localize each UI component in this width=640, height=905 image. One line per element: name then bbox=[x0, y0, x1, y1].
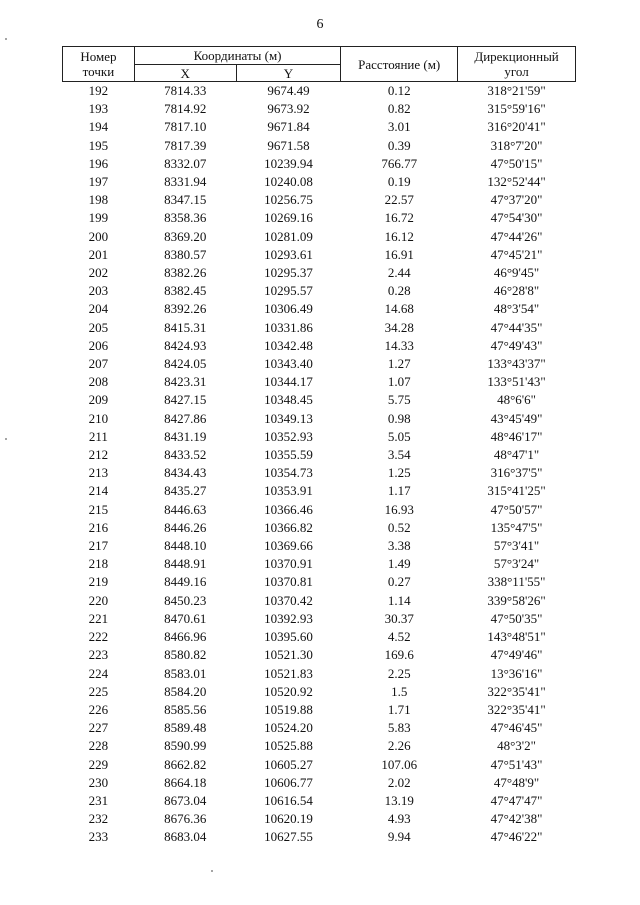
header-y: Y bbox=[236, 65, 341, 82]
distance-cell: 30.37 bbox=[384, 610, 414, 626]
y-cell: 10269.16 bbox=[264, 210, 313, 226]
x-cell: 8434.43 bbox=[164, 465, 207, 481]
bearing-cell: 47°37'20" bbox=[490, 192, 543, 208]
table-row bbox=[63, 756, 576, 774]
distance-cell: 0.28 bbox=[387, 283, 411, 299]
bearing-cell: 48°46'17" bbox=[490, 428, 543, 444]
table-row bbox=[63, 137, 576, 155]
table-row bbox=[63, 319, 576, 337]
y-cell: 10353.91 bbox=[264, 483, 313, 499]
y-cell: 10370.81 bbox=[264, 574, 313, 590]
x-cell: 7817.39 bbox=[164, 137, 207, 153]
x-cell: 8583.01 bbox=[164, 665, 207, 681]
point-number-cell: 198 bbox=[88, 192, 109, 208]
point-number-cell: 218 bbox=[88, 556, 109, 572]
y-cell: 10355.59 bbox=[264, 447, 313, 463]
bearing-cell: 316°37'5" bbox=[490, 465, 543, 481]
bearing-cell: 13°36'16" bbox=[490, 665, 543, 681]
x-cell: 8662.82 bbox=[164, 756, 207, 772]
bearing-cell: 47°42'38" bbox=[490, 811, 543, 827]
header-bearing-line1: Дирекционный bbox=[474, 49, 559, 64]
x-cell: 8673.04 bbox=[164, 792, 207, 808]
y-cell: 10354.73 bbox=[264, 465, 313, 481]
bearing-cell: 47°49'46" bbox=[490, 647, 543, 663]
header-x: X bbox=[134, 65, 236, 82]
bearing-cell: 132°52'44" bbox=[487, 174, 546, 190]
distance-cell: 2.25 bbox=[387, 665, 411, 681]
bearing-cell: 135°47'5" bbox=[490, 519, 543, 535]
header-point-number bbox=[63, 47, 135, 82]
y-cell: 10616.54 bbox=[264, 792, 313, 808]
bearing-cell: 57°3'24" bbox=[493, 556, 540, 572]
bearing-cell: 322°35'41" bbox=[487, 683, 546, 699]
bearing-cell: 322°35'41" bbox=[487, 701, 546, 717]
table-row bbox=[63, 628, 576, 646]
point-number-cell: 206 bbox=[88, 337, 109, 353]
x-cell: 8423.31 bbox=[164, 374, 207, 390]
distance-cell: 1.25 bbox=[387, 465, 411, 481]
y-cell: 10392.93 bbox=[264, 610, 313, 626]
distance-cell: 1.17 bbox=[387, 483, 411, 499]
table-row bbox=[63, 683, 576, 701]
point-number-cell: 219 bbox=[88, 574, 109, 590]
x-cell: 8589.48 bbox=[164, 720, 207, 736]
bearing-cell: 338°11'55" bbox=[487, 574, 546, 590]
distance-cell: 0.82 bbox=[387, 101, 411, 117]
y-cell: 10627.55 bbox=[264, 829, 313, 845]
x-cell: 8433.52 bbox=[164, 447, 207, 463]
y-cell: 10344.17 bbox=[264, 374, 313, 390]
y-cell: 10239.94 bbox=[264, 155, 313, 171]
point-number-cell: 196 bbox=[88, 155, 109, 171]
table-row bbox=[63, 82, 576, 101]
y-cell: 9671.84 bbox=[267, 119, 310, 135]
x-cell: 8466.96 bbox=[164, 629, 207, 645]
x-cell: 8369.20 bbox=[164, 228, 207, 244]
table-row bbox=[63, 464, 576, 482]
point-number-cell: 233 bbox=[88, 829, 109, 845]
y-cell: 10295.37 bbox=[264, 265, 313, 281]
point-number-cell: 207 bbox=[88, 356, 109, 372]
x-cell: 8392.26 bbox=[164, 301, 207, 317]
bearing-cell: 315°41'25" bbox=[487, 483, 546, 499]
distance-cell: 34.28 bbox=[384, 319, 414, 335]
distance-cell: 3.54 bbox=[387, 447, 411, 463]
header-coordinates: Координаты (м) bbox=[134, 47, 340, 65]
distance-cell: 16.93 bbox=[384, 501, 414, 517]
point-number-cell: 194 bbox=[88, 119, 109, 135]
point-number-cell: 211 bbox=[88, 428, 108, 444]
point-number-cell: 230 bbox=[88, 774, 109, 790]
y-cell: 9671.58 bbox=[267, 137, 310, 153]
bearing-cell: 47°54'30" bbox=[490, 210, 543, 226]
table-row bbox=[63, 610, 576, 628]
x-cell: 8347.15 bbox=[164, 192, 207, 208]
y-cell: 10519.88 bbox=[264, 701, 313, 717]
point-number-cell: 199 bbox=[88, 210, 109, 226]
point-number-cell: 231 bbox=[88, 792, 109, 808]
distance-cell: 0.27 bbox=[387, 574, 411, 590]
distance-cell: 2.44 bbox=[387, 265, 411, 281]
y-cell: 9674.49 bbox=[267, 83, 310, 98]
distance-cell: 5.75 bbox=[387, 392, 411, 408]
table-row bbox=[63, 300, 576, 318]
distance-cell: 2.02 bbox=[387, 774, 411, 790]
bearing-cell: 48°6'6" bbox=[497, 392, 536, 408]
x-cell: 8424.05 bbox=[164, 356, 207, 372]
distance-cell: 1.14 bbox=[387, 592, 411, 608]
y-cell: 10605.27 bbox=[264, 756, 313, 772]
table-row bbox=[63, 100, 576, 118]
point-number-cell: 208 bbox=[88, 374, 109, 390]
distance-cell: 1.71 bbox=[387, 701, 411, 717]
table-row bbox=[63, 646, 576, 664]
y-cell: 10295.57 bbox=[264, 283, 313, 299]
point-number-cell: 210 bbox=[88, 410, 109, 426]
bearing-cell: 47°44'26" bbox=[490, 228, 543, 244]
coordinates-table bbox=[62, 46, 576, 847]
table-row bbox=[63, 446, 576, 464]
x-cell: 8450.23 bbox=[164, 592, 207, 608]
bearing-cell: 47°45'21" bbox=[490, 246, 543, 262]
y-cell: 10370.42 bbox=[264, 592, 313, 608]
table-row bbox=[63, 719, 576, 737]
table-header bbox=[63, 47, 576, 82]
y-cell: 10395.60 bbox=[264, 629, 313, 645]
point-number-cell: 195 bbox=[88, 137, 109, 153]
distance-cell: 1.27 bbox=[387, 356, 411, 372]
point-number-cell: 228 bbox=[88, 738, 109, 754]
point-number-cell: 212 bbox=[88, 447, 109, 463]
x-cell: 8585.56 bbox=[164, 701, 207, 717]
x-cell: 8435.27 bbox=[164, 483, 207, 499]
distance-cell: 13.19 bbox=[384, 792, 414, 808]
point-number-cell: 226 bbox=[88, 701, 109, 717]
y-cell: 10293.61 bbox=[264, 246, 313, 262]
table-row bbox=[63, 519, 576, 537]
point-number-cell: 203 bbox=[88, 283, 109, 299]
point-number-cell: 193 bbox=[88, 101, 109, 117]
header-point-number-line2: точки bbox=[82, 64, 115, 79]
table-row bbox=[63, 282, 576, 300]
bearing-cell: 318°21'59" bbox=[487, 83, 546, 98]
distance-cell: 16.91 bbox=[384, 246, 414, 262]
point-number-cell: 217 bbox=[88, 538, 109, 554]
distance-cell: 16.72 bbox=[384, 210, 414, 226]
bearing-cell: 47°50'57" bbox=[490, 501, 543, 517]
header-bearing bbox=[458, 47, 576, 82]
x-cell: 8358.36 bbox=[164, 210, 207, 226]
x-cell: 8470.61 bbox=[164, 610, 207, 626]
x-cell: 7814.92 bbox=[164, 101, 207, 117]
y-cell: 10256.75 bbox=[264, 192, 313, 208]
x-cell: 8683.04 bbox=[164, 829, 207, 845]
bearing-cell: 48°3'2" bbox=[497, 738, 536, 754]
x-cell: 8380.57 bbox=[164, 246, 207, 262]
table-row bbox=[63, 555, 576, 573]
bearing-cell: 339°58'26" bbox=[487, 592, 546, 608]
table-row bbox=[63, 391, 576, 409]
distance-cell: 4.52 bbox=[387, 629, 411, 645]
bearing-cell: 47°51'43" bbox=[490, 756, 543, 772]
table-row bbox=[63, 355, 576, 373]
y-cell: 10348.45 bbox=[264, 392, 313, 408]
bearing-cell: 48°47'1" bbox=[493, 447, 540, 463]
table-row bbox=[63, 828, 576, 846]
scan-dot bbox=[5, 38, 7, 40]
distance-cell: 3.38 bbox=[387, 538, 411, 554]
header-bearing-line2: угол bbox=[504, 64, 529, 79]
table-row bbox=[63, 228, 576, 246]
distance-cell: 16.12 bbox=[384, 228, 414, 244]
table-row bbox=[63, 191, 576, 209]
bearing-cell: 143°48'51" bbox=[487, 629, 546, 645]
y-cell: 10525.88 bbox=[264, 738, 313, 754]
distance-cell: 766.77 bbox=[381, 155, 418, 171]
distance-cell: 0.19 bbox=[387, 174, 411, 190]
x-cell: 7817.10 bbox=[164, 119, 207, 135]
y-cell: 9673.92 bbox=[267, 101, 310, 117]
y-cell: 10521.30 bbox=[264, 647, 313, 663]
y-cell: 10366.46 bbox=[264, 501, 313, 517]
bearing-cell: 316°20'41" bbox=[487, 119, 546, 135]
x-cell: 8449.16 bbox=[164, 574, 207, 590]
point-number-cell: 225 bbox=[88, 683, 109, 699]
distance-cell: 1.07 bbox=[387, 374, 411, 390]
x-cell: 8676.36 bbox=[164, 811, 207, 827]
bearing-cell: 133°43'37" bbox=[487, 356, 546, 372]
table-row bbox=[63, 373, 576, 391]
table-row bbox=[63, 592, 576, 610]
point-number-cell: 202 bbox=[88, 265, 109, 281]
y-cell: 10281.09 bbox=[264, 228, 313, 244]
x-cell: 8332.07 bbox=[164, 155, 207, 171]
bearing-cell: 46°9'45" bbox=[493, 265, 540, 281]
bearing-cell: 318°7'20" bbox=[490, 137, 543, 153]
bearing-cell: 47°46'45" bbox=[490, 720, 543, 736]
distance-cell: 2.26 bbox=[387, 738, 411, 754]
distance-cell: 9.94 bbox=[387, 829, 411, 845]
table-row bbox=[63, 573, 576, 591]
table-row bbox=[63, 209, 576, 227]
x-cell: 8448.10 bbox=[164, 538, 207, 554]
point-number-cell: 209 bbox=[88, 392, 109, 408]
distance-cell: 4.93 bbox=[387, 811, 411, 827]
distance-cell: 14.68 bbox=[384, 301, 414, 317]
table-row bbox=[63, 701, 576, 719]
point-number-cell: 222 bbox=[88, 629, 109, 645]
table-row bbox=[63, 428, 576, 446]
point-number-cell: 229 bbox=[88, 756, 109, 772]
point-number-cell: 223 bbox=[88, 647, 109, 663]
bearing-cell: 47°46'22" bbox=[490, 829, 543, 845]
distance-cell: 0.39 bbox=[387, 137, 411, 153]
page-number: 6 bbox=[316, 17, 324, 32]
header-distance: Расстояние (м) bbox=[341, 47, 458, 82]
distance-cell: 0.52 bbox=[387, 519, 411, 535]
table-row bbox=[63, 155, 576, 173]
point-number-cell: 204 bbox=[88, 301, 109, 317]
distance-cell: 14.33 bbox=[384, 337, 414, 353]
bearing-cell: 46°28'8" bbox=[493, 283, 540, 299]
header-point-number-line1: Номер bbox=[80, 49, 117, 64]
scan-dot bbox=[211, 870, 213, 872]
point-number-cell: 197 bbox=[88, 174, 109, 190]
distance-cell: 3.01 bbox=[387, 119, 411, 135]
bearing-cell: 47°48'9" bbox=[493, 774, 540, 790]
y-cell: 10306.49 bbox=[264, 301, 313, 317]
y-cell: 10369.66 bbox=[264, 538, 313, 554]
table-row bbox=[63, 810, 576, 828]
distance-cell: 0.12 bbox=[387, 83, 411, 98]
point-number-cell: 200 bbox=[88, 228, 109, 244]
point-number-cell: 205 bbox=[88, 319, 109, 335]
table-body bbox=[63, 82, 576, 847]
x-cell: 8415.31 bbox=[164, 319, 207, 335]
table-row bbox=[63, 118, 576, 136]
y-cell: 10521.83 bbox=[264, 665, 313, 681]
bearing-cell: 43°45'49" bbox=[490, 410, 543, 426]
x-cell: 8664.18 bbox=[164, 774, 207, 790]
bearing-cell: 47°50'35" bbox=[490, 610, 543, 626]
table-row bbox=[63, 246, 576, 264]
distance-cell: 5.83 bbox=[387, 720, 411, 736]
distance-cell: 22.57 bbox=[384, 192, 414, 208]
table-row bbox=[63, 774, 576, 792]
x-cell: 8427.86 bbox=[164, 410, 207, 426]
table-row bbox=[63, 501, 576, 519]
y-cell: 10606.77 bbox=[264, 774, 313, 790]
table-row bbox=[63, 173, 576, 191]
table-row bbox=[63, 482, 576, 500]
table-row bbox=[63, 665, 576, 683]
x-cell: 8382.26 bbox=[164, 265, 207, 281]
y-cell: 10331.86 bbox=[264, 319, 313, 335]
x-cell: 8580.82 bbox=[164, 647, 207, 663]
distance-cell: 1.49 bbox=[387, 556, 411, 572]
y-cell: 10366.82 bbox=[264, 519, 313, 535]
point-number-cell: 220 bbox=[88, 592, 109, 608]
y-cell: 10240.08 bbox=[264, 174, 313, 190]
point-number-cell: 227 bbox=[88, 720, 109, 736]
bearing-cell: 47°50'15" bbox=[490, 155, 543, 171]
x-cell: 7814.33 bbox=[164, 83, 207, 98]
scan-dot bbox=[5, 438, 7, 440]
table-row bbox=[63, 337, 576, 355]
distance-cell: 169.6 bbox=[384, 647, 414, 663]
table-row bbox=[63, 537, 576, 555]
x-cell: 8424.93 bbox=[164, 337, 207, 353]
distance-cell: 5.05 bbox=[387, 428, 411, 444]
y-cell: 10620.19 bbox=[264, 811, 313, 827]
point-number-cell: 224 bbox=[88, 665, 109, 681]
table-row bbox=[63, 737, 576, 755]
x-cell: 8448.91 bbox=[164, 556, 207, 572]
distance-cell: 0.98 bbox=[387, 410, 411, 426]
x-cell: 8431.19 bbox=[164, 428, 207, 444]
x-cell: 8584.20 bbox=[164, 683, 207, 699]
x-cell: 8446.63 bbox=[164, 501, 207, 517]
point-number-cell: 221 bbox=[88, 610, 109, 626]
x-cell: 8446.26 bbox=[164, 519, 207, 535]
x-cell: 8590.99 bbox=[164, 738, 207, 754]
y-cell: 10520.92 bbox=[264, 683, 313, 699]
table-row bbox=[63, 410, 576, 428]
y-cell: 10349.13 bbox=[264, 410, 313, 426]
y-cell: 10370.91 bbox=[264, 556, 313, 572]
point-number-cell: 192 bbox=[88, 83, 109, 98]
bearing-cell: 47°44'35" bbox=[490, 319, 543, 335]
distance-cell: 1.5 bbox=[391, 683, 408, 699]
point-number-cell: 213 bbox=[88, 465, 109, 481]
point-number-cell: 232 bbox=[88, 811, 109, 827]
bearing-cell: 47°49'43" bbox=[490, 337, 543, 353]
x-cell: 8382.45 bbox=[164, 283, 207, 299]
point-number-cell: 214 bbox=[88, 483, 109, 499]
x-cell: 8331.94 bbox=[164, 174, 207, 190]
point-number-cell: 216 bbox=[88, 519, 109, 535]
distance-cell: 107.06 bbox=[381, 756, 418, 772]
bearing-cell: 57°3'41" bbox=[493, 538, 540, 554]
point-number-cell: 215 bbox=[88, 501, 109, 517]
table-row bbox=[63, 264, 576, 282]
bearing-cell: 315°59'16" bbox=[487, 101, 546, 117]
y-cell: 10342.48 bbox=[264, 337, 313, 353]
bearing-cell: 133°51'43" bbox=[487, 374, 546, 390]
table-row bbox=[63, 792, 576, 810]
y-cell: 10524.20 bbox=[264, 720, 313, 736]
y-cell: 10352.93 bbox=[264, 428, 313, 444]
x-cell: 8427.15 bbox=[164, 392, 207, 408]
point-number-cell: 201 bbox=[88, 246, 109, 262]
y-cell: 10343.40 bbox=[264, 356, 313, 372]
bearing-cell: 47°47'47" bbox=[490, 792, 543, 808]
bearing-cell: 48°3'54" bbox=[493, 301, 540, 317]
